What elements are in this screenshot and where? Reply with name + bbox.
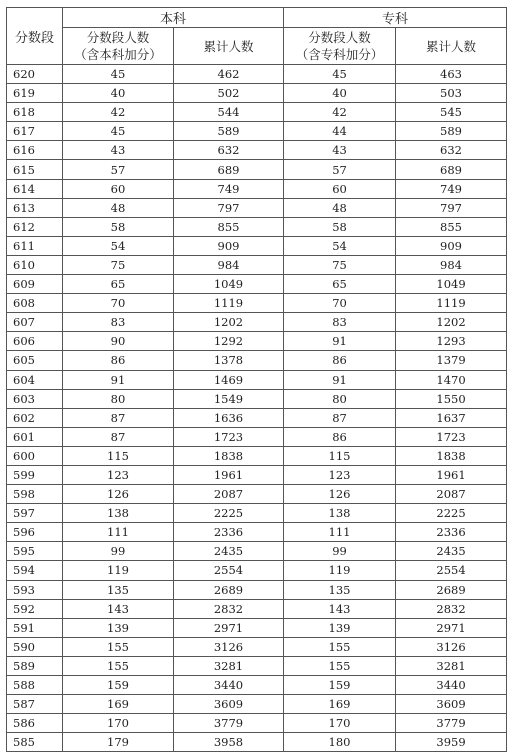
benke-cumulative-cell: 855: [174, 217, 284, 236]
zhuanke-cumulative-cell: 632: [396, 141, 507, 160]
benke-cumulative-header: 累计人数: [174, 28, 284, 65]
zhuanke-count-cell: 155: [284, 637, 396, 656]
benke-count-cell: 179: [63, 733, 174, 752]
table-row: [7, 84, 507, 103]
benke-cumulative-cell: 797: [174, 198, 284, 217]
benke-cumulative-cell: 1378: [174, 351, 284, 370]
benke-cumulative-cell: 1469: [174, 370, 284, 389]
zhuanke-cumulative-cell: 1961: [396, 465, 507, 484]
score-column-header: 分数段: [7, 8, 63, 65]
zhuanke-cumulative-cell: 2435: [396, 542, 507, 561]
table-row: [7, 351, 507, 370]
zhuanke-cumulative-cell: 689: [396, 160, 507, 179]
benke-count-cell: 126: [63, 485, 174, 504]
table-row: [7, 504, 507, 523]
benke-cumulative-cell: 749: [174, 179, 284, 198]
zhuanke-count-cell: 40: [284, 84, 396, 103]
zhuanke-count-cell: 70: [284, 294, 396, 313]
table-row: [7, 542, 507, 561]
score-cell: 613: [7, 198, 63, 217]
zhuanke-count-cell: 48: [284, 198, 396, 217]
benke-cumulative-cell: 1292: [174, 332, 284, 351]
zhuanke-count-cell: 86: [284, 427, 396, 446]
score-cell: 614: [7, 179, 63, 198]
zhuanke-cumulative-cell: 1119: [396, 294, 507, 313]
score-cell: 588: [7, 676, 63, 695]
zhuanke-cumulative-cell: 503: [396, 84, 507, 103]
benke-count-cell: 170: [63, 714, 174, 733]
score-cell: 598: [7, 485, 63, 504]
score-cell: 620: [7, 65, 63, 84]
zhuanke-cumulative-cell: 3609: [396, 695, 507, 714]
score-cell: 599: [7, 465, 63, 484]
zhuanke-count-cell: 54: [284, 236, 396, 255]
benke-cumulative-cell: 2971: [174, 618, 284, 637]
table-row: [7, 275, 507, 294]
zhuanke-count-cell: 91: [284, 370, 396, 389]
score-cell: 589: [7, 656, 63, 675]
table-row: [7, 618, 507, 637]
benke-count-cell: 57: [63, 160, 174, 179]
score-cell: 591: [7, 618, 63, 637]
benke-count-label-line2: （含本科加分）: [74, 47, 162, 62]
table-row: [7, 198, 507, 217]
benke-count-cell: 119: [63, 561, 174, 580]
zhuanke-count-label-line1: 分数段人数: [308, 30, 371, 45]
benke-cumulative-cell: 3440: [174, 676, 284, 695]
benke-count-cell: 70: [63, 294, 174, 313]
zhuanke-cumulative-cell: 749: [396, 179, 507, 198]
table-body: [7, 65, 507, 752]
score-cell: 594: [7, 561, 63, 580]
table-row: [7, 714, 507, 733]
benke-cumulative-cell: 632: [174, 141, 284, 160]
benke-count-cell: 159: [63, 676, 174, 695]
zhuanke-cumulative-cell: 1550: [396, 389, 507, 408]
benke-count-cell: 87: [63, 427, 174, 446]
score-cell: 609: [7, 275, 63, 294]
zhuanke-group-header: 专科: [284, 8, 507, 28]
zhuanke-count-cell: 45: [284, 65, 396, 84]
benke-cumulative-cell: 2435: [174, 542, 284, 561]
score-cell: 607: [7, 313, 63, 332]
zhuanke-cumulative-header: 累计人数: [396, 28, 507, 65]
benke-cumulative-cell: 3281: [174, 656, 284, 675]
table-row: [7, 580, 507, 599]
benke-cumulative-cell: 2689: [174, 580, 284, 599]
benke-count-cell: 45: [63, 65, 174, 84]
zhuanke-cumulative-cell: 2832: [396, 599, 507, 618]
zhuanke-count-cell: 99: [284, 542, 396, 561]
score-cell: 605: [7, 351, 63, 370]
zhuanke-count-cell: 42: [284, 103, 396, 122]
zhuanke-count-cell: 111: [284, 523, 396, 542]
table-row: [7, 141, 507, 160]
benke-cumulative-cell: 1549: [174, 389, 284, 408]
table-header: [7, 8, 507, 65]
zhuanke-cumulative-cell: 1470: [396, 370, 507, 389]
table-row: [7, 523, 507, 542]
score-cell: 601: [7, 427, 63, 446]
score-cell: 604: [7, 370, 63, 389]
zhuanke-cumulative-cell: 463: [396, 65, 507, 84]
benke-count-label-line1: 分数段人数: [86, 30, 150, 45]
table-row: [7, 637, 507, 656]
zhuanke-cumulative-cell: 2087: [396, 485, 507, 504]
table-row: [7, 65, 507, 84]
score-cell: 608: [7, 294, 63, 313]
benke-count-cell: 60: [63, 179, 174, 198]
benke-count-cell: 169: [63, 695, 174, 714]
table-row: [7, 427, 507, 446]
table-row: [7, 313, 507, 332]
score-cell: 596: [7, 523, 63, 542]
benke-count-cell: 54: [63, 236, 174, 255]
benke-cumulative-cell: 2225: [174, 504, 284, 523]
benke-cumulative-cell: 1961: [174, 465, 284, 484]
zhuanke-cumulative-cell: 1379: [396, 351, 507, 370]
zhuanke-cumulative-cell: 1049: [396, 275, 507, 294]
benke-cumulative-cell: 984: [174, 255, 284, 274]
table-row: [7, 370, 507, 389]
zhuanke-count-header: [284, 28, 396, 65]
table-row: [7, 160, 507, 179]
score-cell: 593: [7, 580, 63, 599]
table-row: [7, 599, 507, 618]
zhuanke-cumulative-cell: 3126: [396, 637, 507, 656]
zhuanke-count-cell: 155: [284, 656, 396, 675]
benke-cumulative-cell: 3958: [174, 733, 284, 752]
benke-count-cell: 42: [63, 103, 174, 122]
zhuanke-cumulative-cell: 2554: [396, 561, 507, 580]
benke-cumulative-cell: 2087: [174, 485, 284, 504]
benke-cumulative-cell: 589: [174, 122, 284, 141]
header-row-groups: [7, 8, 507, 28]
table-row: [7, 389, 507, 408]
zhuanke-cumulative-cell: 3959: [396, 733, 507, 752]
zhuanke-count-cell: 43: [284, 141, 396, 160]
benke-cumulative-cell: 3779: [174, 714, 284, 733]
zhuanke-cumulative-cell: 1293: [396, 332, 507, 351]
zhuanke-count-cell: 86: [284, 351, 396, 370]
benke-cumulative-cell: 1119: [174, 294, 284, 313]
zhuanke-count-cell: 169: [284, 695, 396, 714]
benke-cumulative-cell: 2336: [174, 523, 284, 542]
benke-count-header: [63, 28, 174, 65]
table-row: [7, 217, 507, 236]
benke-count-cell: 86: [63, 351, 174, 370]
benke-count-cell: 99: [63, 542, 174, 561]
score-cell: 600: [7, 446, 63, 465]
benke-count-cell: 115: [63, 446, 174, 465]
benke-cumulative-cell: 689: [174, 160, 284, 179]
zhuanke-count-cell: 57: [284, 160, 396, 179]
zhuanke-cumulative-cell: 1202: [396, 313, 507, 332]
table-row: [7, 332, 507, 351]
benke-count-cell: 143: [63, 599, 174, 618]
benke-count-cell: 58: [63, 217, 174, 236]
score-cell: 610: [7, 255, 63, 274]
zhuanke-count-cell: 138: [284, 504, 396, 523]
score-distribution-table-container: [6, 7, 507, 752]
benke-count-cell: 48: [63, 198, 174, 217]
zhuanke-cumulative-cell: 589: [396, 122, 507, 141]
benke-count-cell: 139: [63, 618, 174, 637]
benke-cumulative-cell: 1838: [174, 446, 284, 465]
table-row: [7, 294, 507, 313]
benke-count-cell: 155: [63, 637, 174, 656]
zhuanke-cumulative-cell: 3440: [396, 676, 507, 695]
header-row-columns: [7, 28, 507, 65]
table-row: [7, 103, 507, 122]
zhuanke-count-label-line2: （含专科加分）: [295, 47, 384, 62]
score-cell: 612: [7, 217, 63, 236]
zhuanke-count-cell: 123: [284, 465, 396, 484]
score-cell: 586: [7, 714, 63, 733]
zhuanke-count-cell: 75: [284, 255, 396, 274]
benke-count-cell: 91: [63, 370, 174, 389]
zhuanke-cumulative-cell: 545: [396, 103, 507, 122]
table-row: [7, 695, 507, 714]
score-distribution-table: [6, 7, 507, 752]
benke-cumulative-cell: 1049: [174, 275, 284, 294]
zhuanke-count-cell: 119: [284, 561, 396, 580]
score-cell: 615: [7, 160, 63, 179]
score-cell: 619: [7, 84, 63, 103]
zhuanke-cumulative-cell: 909: [396, 236, 507, 255]
benke-count-cell: 65: [63, 275, 174, 294]
zhuanke-cumulative-cell: 2689: [396, 580, 507, 599]
zhuanke-count-cell: 126: [284, 485, 396, 504]
benke-count-cell: 83: [63, 313, 174, 332]
benke-count-cell: 80: [63, 389, 174, 408]
table-row: [7, 465, 507, 484]
score-cell: 592: [7, 599, 63, 618]
benke-count-cell: 111: [63, 523, 174, 542]
table-row: [7, 656, 507, 675]
zhuanke-count-cell: 170: [284, 714, 396, 733]
benke-cumulative-cell: 3609: [174, 695, 284, 714]
benke-count-cell: 138: [63, 504, 174, 523]
zhuanke-count-cell: 91: [284, 332, 396, 351]
zhuanke-count-cell: 60: [284, 179, 396, 198]
zhuanke-cumulative-cell: 797: [396, 198, 507, 217]
zhuanke-count-cell: 180: [284, 733, 396, 752]
zhuanke-cumulative-cell: 2336: [396, 523, 507, 542]
benke-count-cell: 40: [63, 84, 174, 103]
benke-count-cell: 87: [63, 408, 174, 427]
score-cell: 595: [7, 542, 63, 561]
table-row: [7, 733, 507, 752]
benke-cumulative-cell: 909: [174, 236, 284, 255]
zhuanke-count-cell: 80: [284, 389, 396, 408]
zhuanke-cumulative-cell: 1637: [396, 408, 507, 427]
table-row: [7, 179, 507, 198]
benke-cumulative-cell: 544: [174, 103, 284, 122]
zhuanke-cumulative-cell: 3779: [396, 714, 507, 733]
benke-count-cell: 123: [63, 465, 174, 484]
table-row: [7, 255, 507, 274]
table-row: [7, 485, 507, 504]
benke-count-cell: 75: [63, 255, 174, 274]
zhuanke-count-cell: 65: [284, 275, 396, 294]
zhuanke-cumulative-cell: 1838: [396, 446, 507, 465]
table-row: [7, 446, 507, 465]
score-cell: 597: [7, 504, 63, 523]
benke-count-cell: 90: [63, 332, 174, 351]
zhuanke-count-cell: 83: [284, 313, 396, 332]
score-cell: 590: [7, 637, 63, 656]
benke-cumulative-cell: 1636: [174, 408, 284, 427]
benke-cumulative-cell: 502: [174, 84, 284, 103]
zhuanke-cumulative-cell: 1723: [396, 427, 507, 446]
zhuanke-cumulative-cell: 984: [396, 255, 507, 274]
table-row: [7, 408, 507, 427]
zhuanke-count-cell: 159: [284, 676, 396, 695]
table-row: [7, 122, 507, 141]
benke-cumulative-cell: 2832: [174, 599, 284, 618]
zhuanke-count-cell: 139: [284, 618, 396, 637]
table-row: [7, 676, 507, 695]
zhuanke-cumulative-cell: 3281: [396, 656, 507, 675]
benke-cumulative-cell: 3126: [174, 637, 284, 656]
zhuanke-cumulative-cell: 2971: [396, 618, 507, 637]
score-cell: 617: [7, 122, 63, 141]
score-cell: 606: [7, 332, 63, 351]
score-cell: 611: [7, 236, 63, 255]
score-cell: 602: [7, 408, 63, 427]
benke-count-cell: 43: [63, 141, 174, 160]
score-cell: 618: [7, 103, 63, 122]
zhuanke-count-cell: 135: [284, 580, 396, 599]
benke-count-cell: 45: [63, 122, 174, 141]
zhuanke-cumulative-cell: 855: [396, 217, 507, 236]
zhuanke-count-cell: 115: [284, 446, 396, 465]
benke-group-header: 本科: [63, 8, 284, 28]
benke-cumulative-cell: 1723: [174, 427, 284, 446]
zhuanke-count-cell: 87: [284, 408, 396, 427]
score-cell: 603: [7, 389, 63, 408]
zhuanke-count-cell: 58: [284, 217, 396, 236]
zhuanke-count-cell: 143: [284, 599, 396, 618]
table-row: [7, 236, 507, 255]
score-cell: 587: [7, 695, 63, 714]
benke-cumulative-cell: 1202: [174, 313, 284, 332]
table-row: [7, 561, 507, 580]
benke-count-cell: 155: [63, 656, 174, 675]
zhuanke-count-cell: 44: [284, 122, 396, 141]
zhuanke-cumulative-cell: 2225: [396, 504, 507, 523]
benke-cumulative-cell: 2554: [174, 561, 284, 580]
score-cell: 616: [7, 141, 63, 160]
benke-cumulative-cell: 462: [174, 65, 284, 84]
score-cell: 585: [7, 733, 63, 752]
benke-count-cell: 135: [63, 580, 174, 599]
